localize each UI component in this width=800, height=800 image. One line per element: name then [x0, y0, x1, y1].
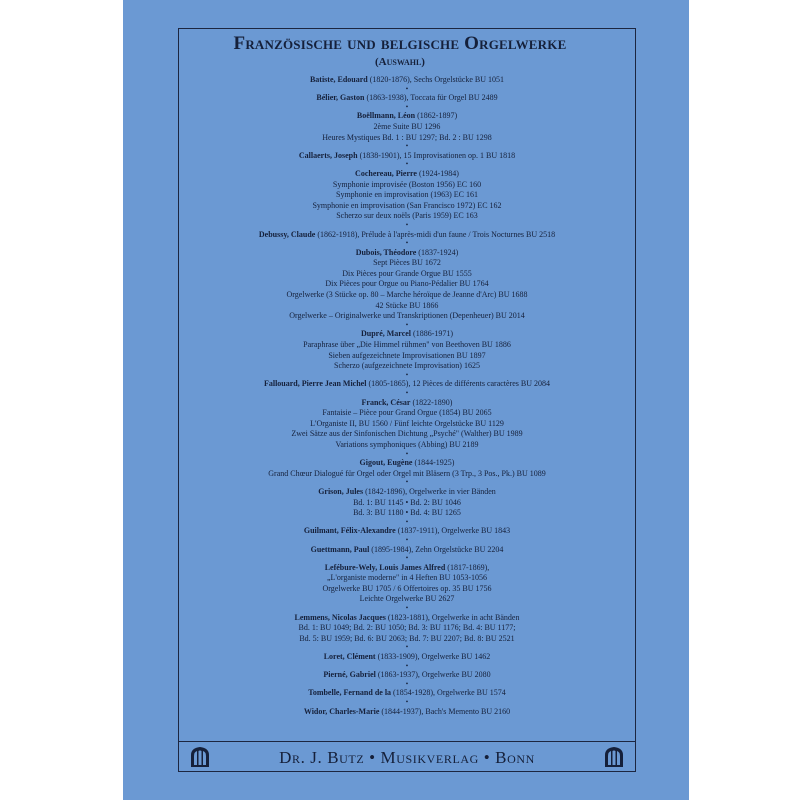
- composer-entry: [184, 329, 630, 371]
- composer-name: Gigout, Eugène: [359, 458, 413, 468]
- work-line: Sept Pièces BU 1672: [373, 258, 441, 268]
- composer-details: (1854-1928), Orgelwerke BU 1574: [391, 688, 506, 698]
- composer-line: [184, 169, 630, 180]
- composer-details: (1837-1924): [416, 247, 459, 257]
- publisher-footer: [178, 741, 636, 772]
- work-line: Scherzo sur deux noëls (Paris 1959) EC 163: [336, 211, 478, 221]
- composer-name: Dubois, Théodore: [355, 247, 417, 257]
- composer-name: Fallouard, Pierre Jean Michel: [263, 379, 367, 389]
- work-line: „L'organiste moderne" in 4 Heften BU 1053-1056: [326, 573, 488, 583]
- separator-dot: •: [405, 84, 409, 93]
- composer-list: [184, 75, 630, 717]
- composer-entry: [184, 563, 630, 605]
- work-line: Bd. 5: BU 1959; Bd. 6: BU 2063; Bd. 7: BU 2207; Bd. 8: BU 2521: [299, 633, 515, 643]
- composer-details: (1837-1911), Orgelwerke BU 1843: [395, 526, 511, 536]
- composer-entry: [184, 487, 630, 519]
- composer-name: Bélier, Gaston: [316, 93, 365, 103]
- composer-entry: [184, 75, 630, 86]
- composer-line: [184, 111, 630, 122]
- separator-dot: •: [405, 698, 409, 706]
- separator-dot: •: [405, 389, 409, 397]
- composer-details: (1844-1937), Bach's Memento BU 2160: [379, 706, 511, 716]
- work-line: Zwei Sätze aus der Sinfonischen Dichtung „Psyché" (Walther) BU 1989: [291, 429, 523, 439]
- composer-entry: [184, 169, 630, 222]
- work-line: Grand Chœur Dialogué für Orgel oder Orgel mit Bläsern (3 Trp., 3 Pos., Pk.) BU 1089: [268, 468, 546, 478]
- composer-details: (1863-1937), Orgelwerke BU 2080: [375, 670, 491, 680]
- work-line: Bd. 3: BU 1180 • Bd. 4: BU 1265: [353, 508, 461, 518]
- composer-name: Callaerts, Joseph: [298, 150, 358, 160]
- separator-dot: •: [405, 142, 409, 151]
- composer-details: (1895-1984), Zehn Orgelstücke BU 2204: [369, 544, 504, 554]
- separator-dot: •: [405, 535, 409, 544]
- composer-details: (1817-1869),: [445, 562, 490, 572]
- composer-details: (1862-1897): [415, 111, 458, 121]
- composer-name: Franck, César: [361, 397, 411, 407]
- composer-name: Widor, Charles-Marie: [303, 706, 380, 716]
- separator-dot: •: [405, 239, 409, 248]
- work-line: Scherzo (aufgezeichnete Improvisation) 1625: [334, 361, 480, 371]
- work-line: Paraphrase über „Die Himmel rühmen" von Beethoven BU 1886: [303, 340, 511, 350]
- work-line: Orgelwerke – Originalwerke und Transkriptionen (Depenheuer) BU 2014: [289, 311, 525, 321]
- composer-line: [184, 329, 630, 340]
- composer-details: (1838-1901), 15 Improvisationen op. 1 BU 1818: [357, 150, 516, 160]
- separator-dot: •: [405, 449, 409, 458]
- composer-details: (1820-1876), Sechs Orgelstücke BU 1051: [367, 75, 505, 84]
- page-title: Französische und belgische Orgelwerke: [233, 33, 567, 54]
- composer-name: Cochereau, Pierre: [355, 168, 417, 178]
- composer-details: (1924-1984): [416, 168, 459, 178]
- composer-line: [184, 707, 630, 718]
- composer-line: [184, 563, 630, 574]
- composer-name: Loret, Clément: [323, 652, 376, 662]
- work-line: 2ème Suite BU 1296: [373, 121, 441, 131]
- separator-dot: •: [405, 554, 409, 563]
- composer-line: [184, 458, 630, 469]
- composer-entry: [184, 111, 630, 143]
- work-line: L'Organiste II, BU 1560 / Fünf leichte Orgelstücke BU 1129: [310, 418, 504, 428]
- composer-line: [184, 398, 630, 409]
- composer-details: (1886-1971): [411, 329, 454, 339]
- separator-dot: •: [405, 643, 409, 652]
- composer-details: (1862-1918), Prélude à l'après-midi d'un faune / Trois Nocturnes BU 2518: [315, 229, 556, 239]
- separator-dot: •: [405, 220, 409, 229]
- separator-dot: •: [405, 478, 409, 487]
- separator-dot: •: [405, 661, 409, 670]
- work-line: Bd. 1: BU 1145 • Bd. 2: BU 1046: [353, 497, 461, 507]
- page-subtitle: (Auswahl): [375, 56, 425, 68]
- separator-dot: •: [405, 320, 409, 329]
- work-line: Heures Mystiques Bd. 1 : BU 1297; Bd. 2 : BU 1298: [322, 132, 492, 142]
- composer-name: Grison, Jules: [318, 486, 364, 496]
- composer-name: Dupré, Marcel: [360, 329, 412, 339]
- composer-entry: [184, 707, 630, 718]
- work-line: Symphonie improvisée (Boston 1956) EC 160: [332, 179, 482, 189]
- composer-details: (1822-1890): [410, 397, 453, 407]
- separator-dot: •: [405, 517, 409, 526]
- work-line: Dix Pièces pour Grande Orgue BU 1555: [342, 268, 472, 278]
- composer-details: (1833-1909), Orgelwerke BU 1462: [375, 652, 491, 662]
- work-line: Orgelwerke (3 Stücke op. 80 – Marche héroïque de Jeanne d'Arc) BU 1688: [286, 290, 528, 300]
- composer-name: Guettmann, Paul: [310, 544, 370, 554]
- composer-name: Guilmant, Félix-Alexandre: [303, 526, 396, 536]
- composer-details: (1842-1896), Orgelwerke in vier Bänden: [363, 486, 496, 496]
- work-line: Leichte Orgelwerke BU 2627: [359, 594, 455, 604]
- composer-line: [184, 487, 630, 498]
- composer-name: Debussy, Claude: [258, 229, 316, 239]
- publisher-name: Dr. J. Butz • Musikverlag • Bonn: [279, 748, 535, 767]
- composer-details: (1823-1881), Orgelwerke in acht Bänden: [385, 612, 520, 622]
- work-line: Sieben aufgezeichnete Improvisationen BU 1897: [328, 350, 486, 360]
- composer-name: Lefébure-Wely, Louis James Alfred: [324, 562, 446, 572]
- composer-name: Boëllmann, Léon: [356, 111, 416, 121]
- composer-line: [184, 613, 630, 624]
- separator-dot: •: [405, 370, 409, 379]
- composer-name: Pierné, Gabriel: [323, 670, 376, 680]
- work-line: Orgelwerke BU 1705 / 6 Offertoires op. 35 BU 1756: [322, 583, 492, 593]
- composer-entry: [184, 458, 630, 479]
- composer-entry: [184, 398, 630, 451]
- work-line: Variations symphoniques (Abbing) BU 2189: [335, 439, 479, 449]
- composer-details: (1844-1925): [412, 458, 455, 468]
- composer-name: Batiste, Edouard: [309, 75, 368, 84]
- composer-name: Tombelle, Fernand de la: [308, 688, 392, 698]
- organ-logo-icon: [602, 745, 626, 769]
- work-line: Symphonie en improvisation (1963) EC 161: [336, 190, 478, 200]
- composer-details: (1863-1938), Toccata für Orgel BU 2489: [364, 93, 498, 103]
- composer-line: [184, 75, 630, 86]
- work-line: Fantaisie – Pièce pour Grand Orgue (1854) BU 2065: [322, 408, 492, 418]
- work-line: Dix Pièces pour Orgue ou Piano-Pédalier BU 1764: [325, 279, 489, 289]
- work-line: Symphonie en improvisation (San Francisco 1972) EC 162: [312, 200, 502, 210]
- work-line: Bd. 1: BU 1049; Bd. 2: BU 1050; Bd. 3: BU 1176; Bd. 4: BU 1177;: [298, 623, 516, 633]
- separator-dot: •: [405, 160, 409, 169]
- separator-dot: •: [405, 604, 409, 613]
- composer-details: (1805-1865), 12 Pièces de différents caractères BU 2084: [366, 379, 551, 389]
- composer-entry: [184, 613, 630, 645]
- work-line: 42 Stücke BU 1866: [375, 300, 439, 310]
- composer-name: Lemmens, Nicolas Jacques: [294, 612, 386, 622]
- composer-line: [184, 248, 630, 259]
- separator-dot: •: [405, 679, 409, 688]
- separator-dot: •: [405, 102, 409, 111]
- composer-entry: [184, 248, 630, 322]
